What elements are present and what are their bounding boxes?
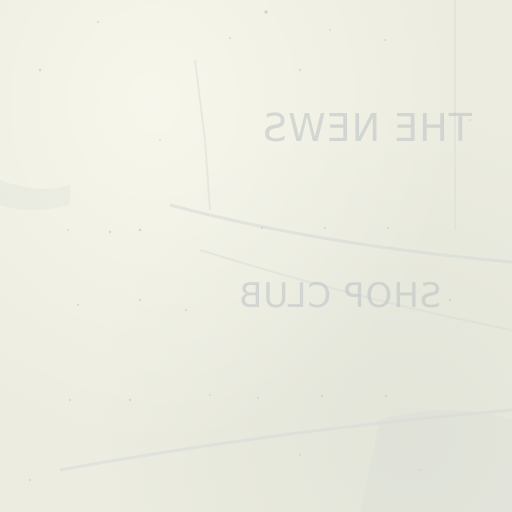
show-through-subheading: SHOP CLUB [238, 276, 442, 316]
show-through-headline: THE NEWS [262, 106, 473, 150]
